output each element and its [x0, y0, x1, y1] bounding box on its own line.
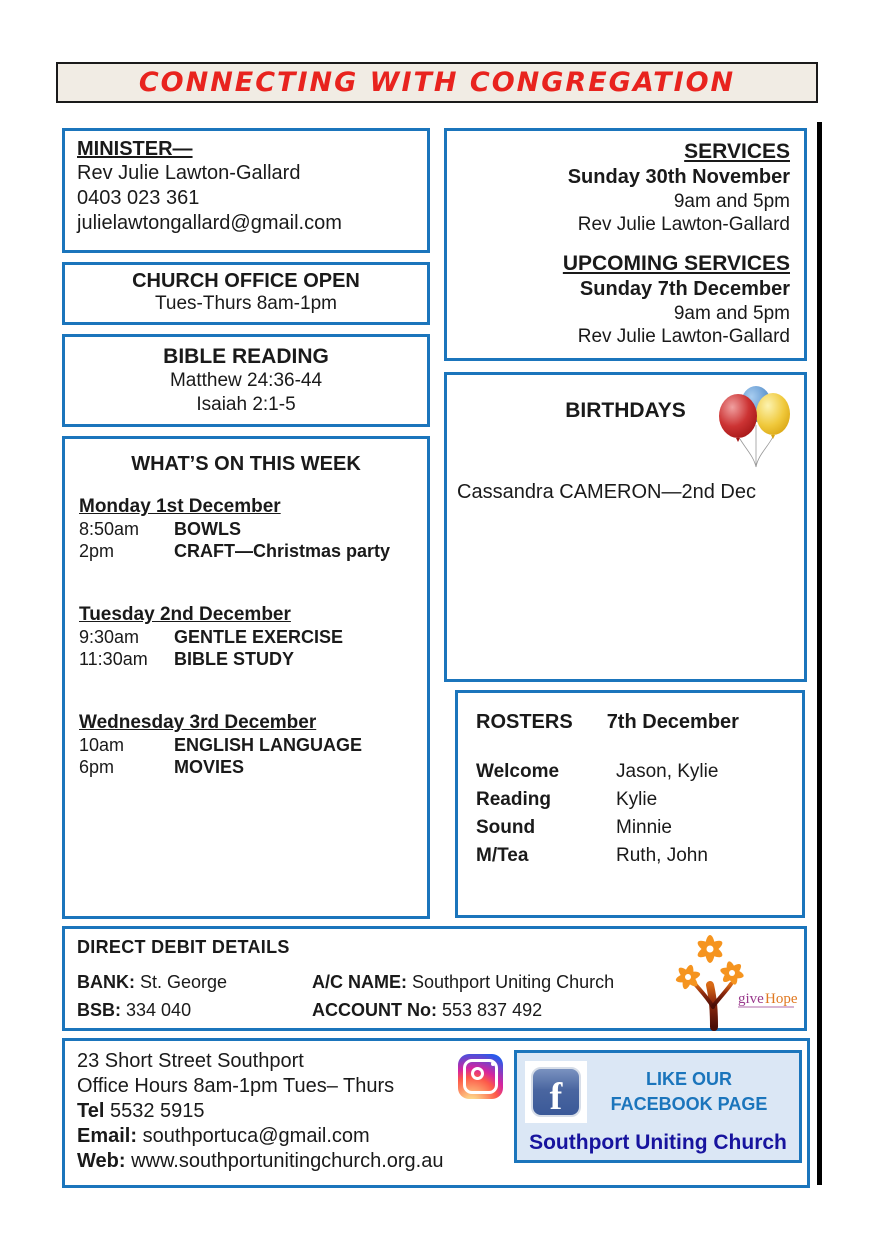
bsb-value: 334 040 — [126, 1000, 192, 1020]
event-time: 11:30am — [79, 649, 148, 669]
bank-label: BANK: — [77, 972, 135, 992]
bible-reading-heading: BIBLE READING — [163, 345, 329, 368]
bible-reading-section — [62, 334, 430, 427]
services-heading: SERVICES — [684, 140, 790, 163]
rosters-heading-row — [476, 711, 784, 734]
event-row — [79, 518, 413, 540]
event-name: CRAFT—Christmas party — [174, 541, 391, 561]
web-label: Web: — [77, 1150, 126, 1172]
account-value: 553 837 492 — [442, 1000, 543, 1020]
direct-debit-heading: DIRECT DEBIT DETAILS — [77, 937, 290, 957]
day-group-tuesday — [79, 604, 413, 670]
whats-on-section — [62, 436, 430, 919]
day-group-monday — [79, 496, 413, 562]
event-time: 10am — [79, 735, 125, 755]
event-name: ENGLISH LANGUAGE — [174, 735, 363, 755]
office-heading: CHURCH OFFICE OPEN — [132, 270, 360, 292]
balloons-icon — [716, 383, 794, 476]
rosters-heading: ROSTERS — [476, 711, 573, 733]
event-time: 8:50am — [79, 519, 140, 539]
footer-office-hours: Office Hours 8am-1pm Tues– Thurs — [77, 1075, 395, 1097]
minister-phone: 0403 023 361 — [77, 187, 200, 209]
service-date: Sunday 30th November — [567, 166, 790, 188]
event-row — [79, 648, 413, 670]
office-hours: Tues-Thurs 8am-1pm — [155, 293, 337, 314]
event-row — [79, 626, 413, 648]
bank-value: St. George — [140, 972, 228, 992]
event-name: MOVIES — [174, 757, 245, 777]
email-label: Email: — [77, 1125, 138, 1147]
upcoming-service-leader: Rev Julie Lawton-Gallard — [577, 326, 790, 347]
event-row — [79, 756, 413, 778]
upcoming-service-date: Sunday 7th December — [579, 278, 790, 300]
give-hope-text-give: give — [738, 991, 764, 1007]
roster-row — [476, 842, 784, 870]
roster-role: Welcome — [476, 761, 560, 782]
minister-section — [62, 128, 430, 253]
page-title: CONNECTING WITH CONGREGATION — [138, 67, 736, 98]
facebook-like-text: LIKE OUR FACEBOOK PAGE — [610, 1069, 768, 1114]
roster-people: Minnie — [616, 817, 672, 838]
service-times: 9am and 5pm — [673, 191, 790, 212]
birthdays-heading: BIRTHDAYS — [565, 399, 686, 422]
service-leader: Rev Julie Lawton-Gallard — [577, 214, 790, 235]
ac-name-value: Southport Uniting Church — [412, 972, 615, 992]
rosters-date: 7th December — [606, 711, 739, 733]
event-time: 9:30am — [79, 627, 140, 647]
event-time: 6pm — [79, 757, 115, 777]
facebook-icon[interactable]: f — [525, 1061, 587, 1123]
minister-name: Rev Julie Lawton-Gallard — [77, 162, 301, 184]
day-group-wednesday — [79, 712, 413, 778]
rosters-section — [455, 690, 805, 918]
email-value[interactable]: southportuca@gmail.com — [142, 1125, 370, 1147]
roster-row — [476, 814, 784, 842]
direct-debit-section — [62, 926, 807, 1031]
tel-label: Tel — [77, 1100, 105, 1122]
bsb-label: BSB: — [77, 1000, 121, 1020]
direct-debit-details — [77, 968, 677, 1024]
bible-reading-2: Isaiah 2:1-5 — [196, 394, 296, 415]
facebook-page-name: Southport Uniting Church — [529, 1131, 787, 1154]
church-office-section — [62, 262, 430, 325]
roster-role: Sound — [476, 817, 536, 838]
roster-people: Kylie — [616, 789, 658, 810]
give-hope-text-hope: Hope — [765, 991, 798, 1007]
event-row — [79, 540, 413, 562]
footer-address: 23 Short Street Southport — [77, 1050, 304, 1072]
roster-row — [476, 786, 784, 814]
minister-email[interactable]: julielawtongallard@gmail.com — [77, 212, 342, 234]
account-label: ACCOUNT No: — [312, 1000, 437, 1020]
birthday-entry: Cassandra CAMERON—2nd Dec — [457, 481, 756, 503]
web-value[interactable]: www.southportunitingchurch.org.au — [131, 1150, 444, 1172]
tel-value: 5532 5915 — [109, 1100, 205, 1122]
services-section — [444, 128, 807, 361]
header-banner — [56, 62, 818, 103]
event-name: BOWLS — [174, 519, 241, 539]
event-name: BIBLE STUDY — [174, 649, 295, 669]
event-name: GENTLE EXERCISE — [174, 627, 344, 647]
roster-role: Reading — [476, 789, 551, 810]
day-date: Wednesday 3rd December — [79, 712, 317, 733]
roster-people: Ruth, John — [616, 845, 708, 866]
birthdays-section — [444, 372, 807, 682]
event-time: 2pm — [79, 541, 115, 561]
day-date: Tuesday 2nd December — [79, 604, 291, 625]
right-page-edge-line — [817, 122, 822, 1185]
ac-name-label: A/C NAME: — [312, 972, 407, 992]
upcoming-service-times: 9am and 5pm — [673, 303, 790, 324]
event-row — [79, 734, 413, 756]
give-hope-logo — [670, 927, 798, 1031]
instagram-icon[interactable] — [458, 1054, 503, 1099]
roster-row — [476, 758, 784, 786]
facebook-panel[interactable] — [514, 1050, 802, 1163]
day-date: Monday 1st December — [79, 496, 281, 517]
whats-on-heading: WHAT’S ON THIS WEEK — [131, 453, 361, 475]
minister-heading: MINISTER— — [77, 138, 193, 160]
upcoming-services-heading: UPCOMING SERVICES — [562, 252, 790, 275]
roster-people: Jason, Kylie — [616, 761, 719, 782]
roster-role: M/Tea — [476, 845, 529, 866]
bible-reading-1: Matthew 24:36-44 — [169, 370, 323, 391]
